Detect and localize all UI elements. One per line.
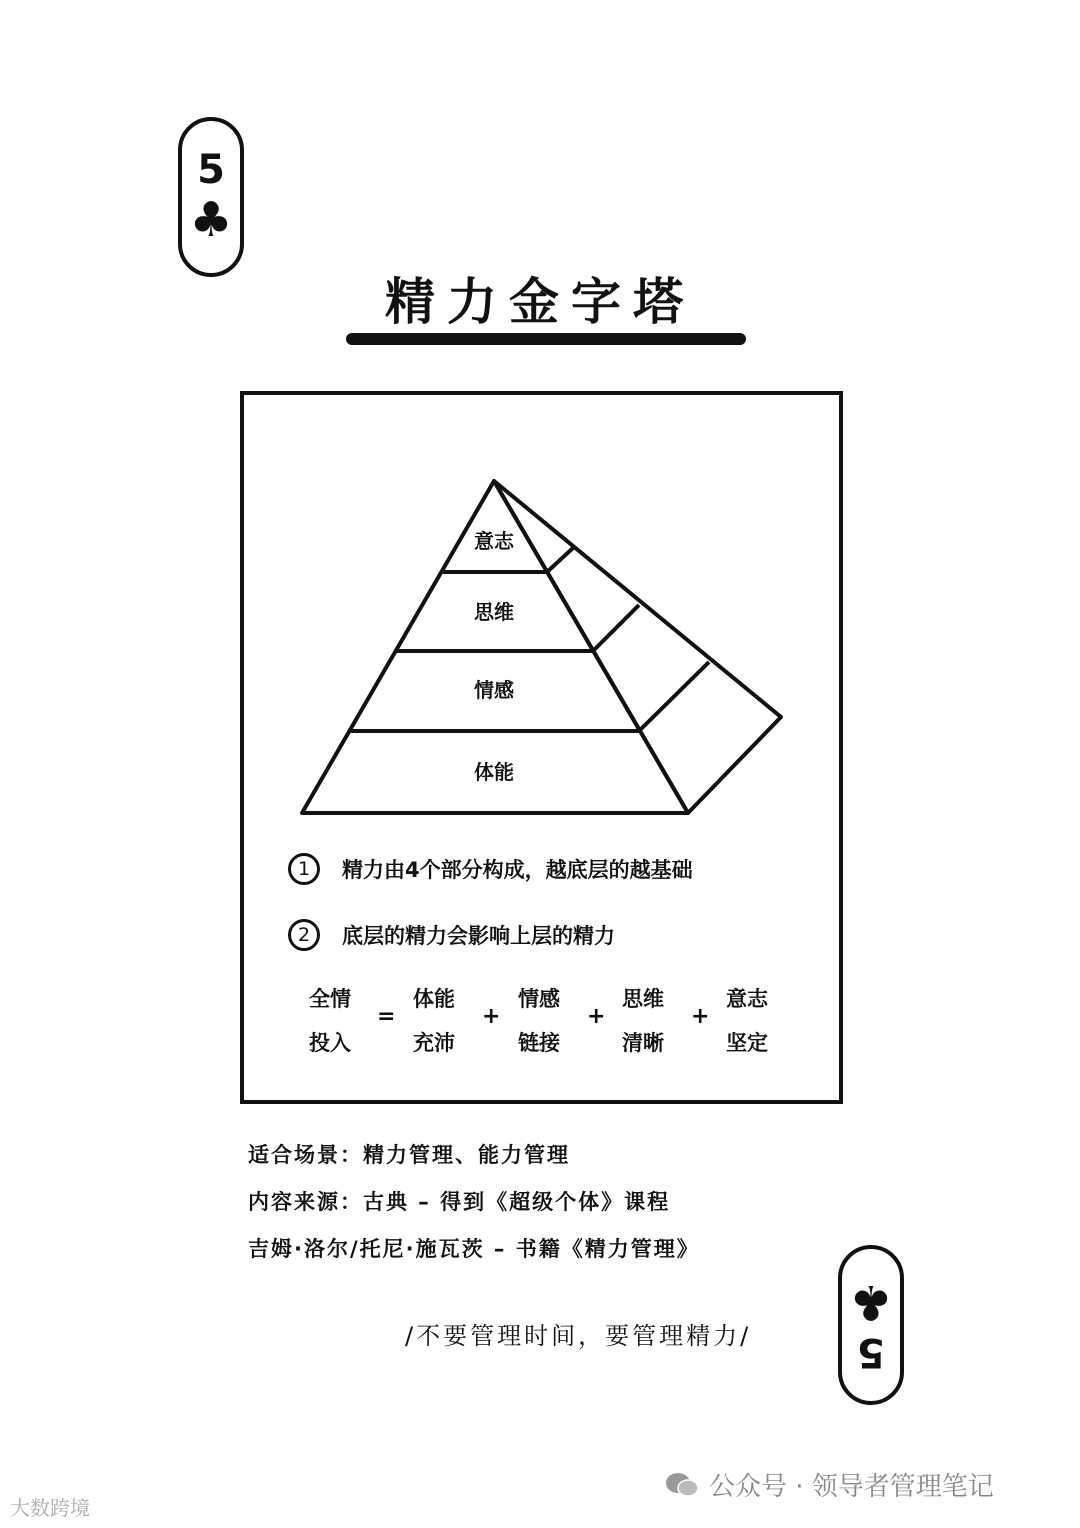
formula-term	[622, 983, 664, 1057]
plus-sign: +	[587, 1004, 606, 1029]
side-divider	[593, 605, 639, 651]
plus-sign: +	[482, 1004, 501, 1029]
pyramid-side-face	[494, 481, 781, 813]
equals-sign: =	[377, 1004, 396, 1029]
formula-term	[413, 983, 455, 1057]
card-rank: 5	[857, 1329, 885, 1375]
point-text: 底层的精力会影响上层的精力	[342, 924, 615, 948]
scene-label: 适合场景：	[248, 1143, 363, 1167]
card-rank: 5	[197, 147, 225, 193]
formula-text: 情感	[518, 987, 560, 1011]
side-divider	[547, 548, 573, 572]
pyramid-layer-label: 思维	[474, 600, 514, 624]
formula-text: 链接	[518, 1031, 560, 1055]
page-title: 精力金字塔	[385, 273, 695, 331]
watermark-right	[665, 1466, 994, 1503]
club-suit-icon: ♣	[849, 1274, 893, 1330]
source-value: 古典 – 得到《超级个体》课程	[363, 1190, 671, 1214]
source-line-2: 吉姆·洛尔/托尼·施瓦茨 – 书籍《精力管理》	[248, 1237, 700, 1261]
source-line	[248, 1186, 670, 1216]
formula-text: 全情	[309, 987, 351, 1011]
formula-term	[518, 983, 560, 1057]
formula-text: 投入	[309, 1031, 351, 1055]
side-divider	[639, 662, 709, 731]
watermark-right-text: 公众号 · 领导者管理笔记	[709, 1472, 994, 1502]
scene-line	[248, 1139, 570, 1169]
formula-text: 清晰	[622, 1031, 664, 1055]
formula-text: 坚定	[726, 1031, 768, 1055]
number-circle: 1	[288, 853, 320, 885]
formula-text: 意志	[726, 987, 768, 1011]
club-suit-icon: ♣	[189, 192, 233, 248]
wechat-icon	[665, 1472, 699, 1498]
pyramid-layer-label: 意志	[474, 529, 514, 553]
point-text: 精力由4个部分构成，越底层的越基础	[342, 858, 693, 882]
source-label: 内容来源：	[248, 1190, 363, 1214]
formula-text: 思维	[622, 987, 664, 1011]
formula-lhs	[309, 983, 351, 1057]
pyramid-layer-label: 情感	[474, 678, 514, 702]
point-item	[288, 919, 615, 951]
formula-text: 充沛	[413, 1031, 455, 1055]
pyramid-layer-label: 体能	[474, 760, 514, 784]
number-circle: 2	[288, 919, 320, 951]
formula-text: 体能	[413, 987, 455, 1011]
point-item	[288, 853, 693, 885]
motto: /不要管理时间，要管理精力/	[405, 1322, 752, 1350]
plus-sign: +	[691, 1004, 710, 1029]
watermark-left: 大数跨境	[10, 1496, 90, 1520]
scene-value: 精力管理、能力管理	[363, 1143, 570, 1167]
formula-term	[726, 983, 768, 1057]
